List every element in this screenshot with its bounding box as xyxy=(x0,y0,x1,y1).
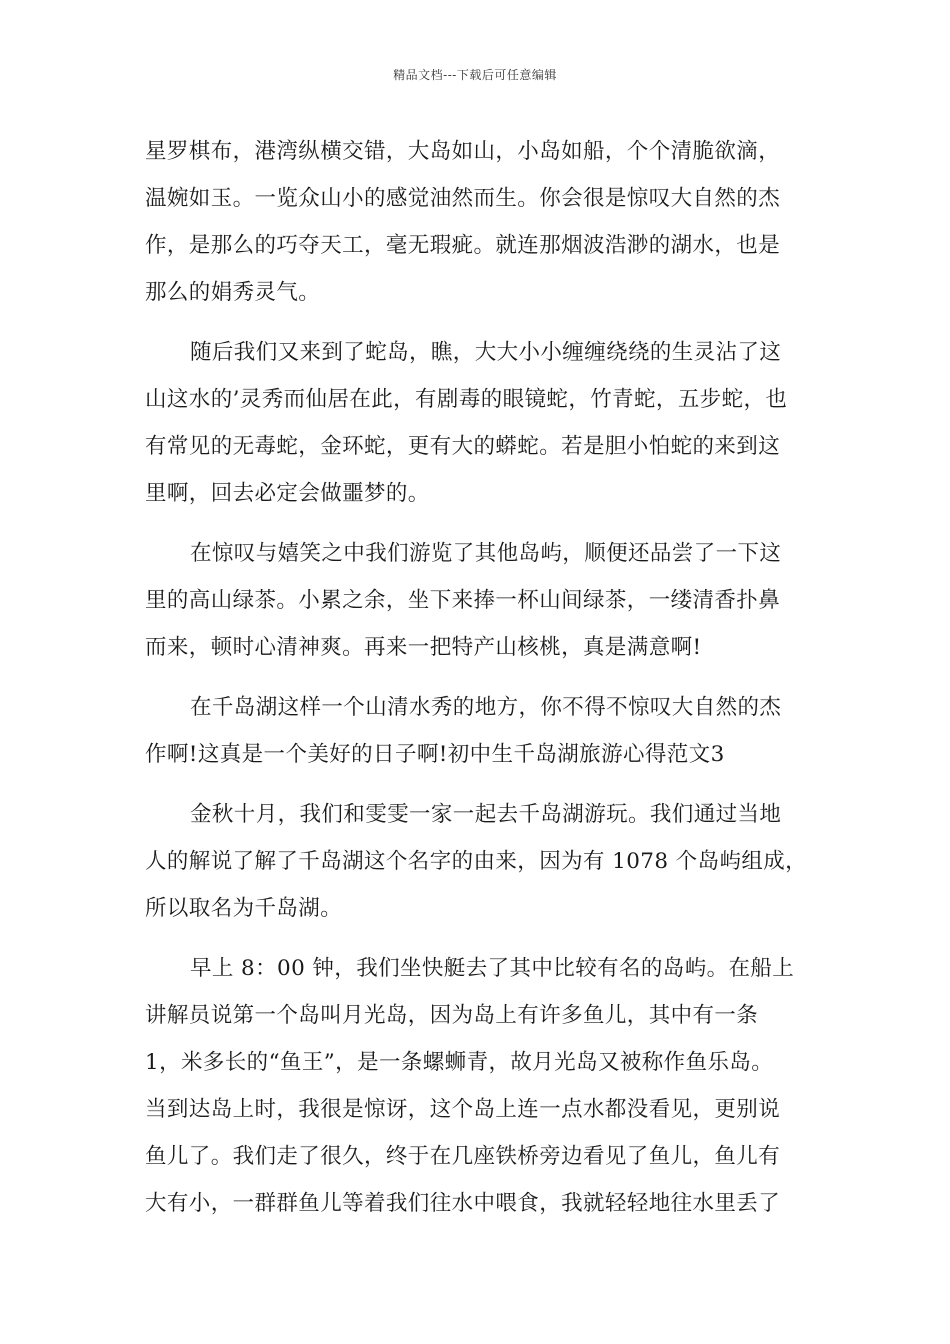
paragraph xyxy=(145,945,807,1227)
paragraph xyxy=(145,530,807,671)
document-body xyxy=(145,128,807,1227)
text-line: 在千岛湖这样一个山清水秀的地方，你不得不惊叹大自然的杰 xyxy=(190,695,782,720)
text-line: 金秋十月，我们和雯雯一家一起去千岛湖游玩。我们通过当地 xyxy=(190,802,782,827)
text-line: 鱼儿了。我们走了很久，终于在几座铁桥旁边看见了鱼儿，鱼儿有 xyxy=(145,1144,781,1169)
text-line: 作啊!这真是一个美好的日子啊!初中生千岛湖旅游心得范文3 xyxy=(145,742,725,767)
text-line: 所以取名为千岛湖。 xyxy=(145,896,343,921)
text-line: 里的高山绿茶。小累之余，坐下来捧一杯山间绿茶，一缕清香扑鼻 xyxy=(145,588,781,613)
paragraph xyxy=(145,791,807,932)
text-line: 那么的娟秀灵气。 xyxy=(145,280,321,305)
text-line: 作，是那么的巧夺天工，毫无瑕疵。就连那烟波浩渺的湖水，也是 xyxy=(145,233,781,258)
text-line: 讲解员说第一个岛叫月光岛，因为岛上有许多鱼儿，其中有一条 xyxy=(145,1003,759,1028)
text-line: 1，米多长的“鱼王”，是一条螺蛳青，故月光岛又被称作鱼乐岛。 xyxy=(145,1050,774,1075)
text-line: 星罗棋布，港湾纵横交错，大岛如山，小岛如船，个个清脆欲滴， xyxy=(145,139,781,164)
text-line: 里啊，回去必定会做噩梦的。 xyxy=(145,481,430,506)
paragraph xyxy=(145,684,807,778)
text-line: 人的解说了解了千岛湖这个名字的由来，因为有 1078 个岛屿组成， xyxy=(145,849,808,874)
text-line: 大有小，一群群鱼儿等着我们往水中喂食，我就轻轻地往水里丢了 xyxy=(145,1191,781,1216)
paragraph xyxy=(145,128,807,316)
text-line: 山这水的’灵秀而仙居在此，有剧毒的眼镜蛇，竹青蛇，五步蛇，也 xyxy=(145,387,788,412)
paragraph xyxy=(145,329,807,517)
text-line: 有常见的无毒蛇，金环蛇，更有大的蟒蛇。若是胆小怕蛇的来到这 xyxy=(145,434,781,459)
text-line: 温婉如玉。一览众山小的感觉油然而生。你会很是惊叹大自然的杰 xyxy=(145,186,781,211)
text-line: 早上 8：00 钟，我们坐快艇去了其中比较有名的岛屿。在船上 xyxy=(190,956,795,981)
text-line: 而来，顿时心清神爽。再来一把特产山核桃，真是满意啊! xyxy=(145,635,702,660)
page-header: 精品文档---下载后可任意编辑 xyxy=(393,68,557,82)
text-line: 在惊叹与嬉笑之中我们游览了其他岛屿，顺便还品尝了一下这 xyxy=(190,541,782,566)
text-line: 随后我们又来到了蛇岛，瞧，大大小小缠缠绕绕的生灵沾了这 xyxy=(190,340,782,365)
text-line: 当到达岛上时，我很是惊讶，这个岛上连一点水都没看见，更别说 xyxy=(145,1097,781,1122)
